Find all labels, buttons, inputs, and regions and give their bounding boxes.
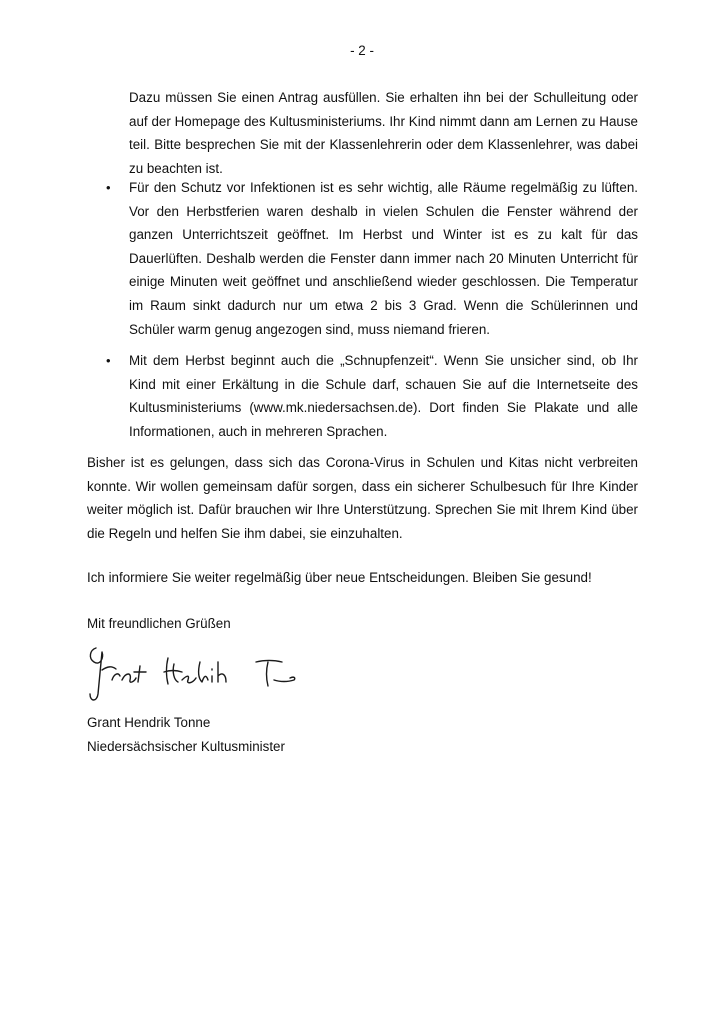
page-number: - 2 -	[350, 43, 374, 58]
bullet-icon: •	[106, 180, 111, 195]
signer-title: Niedersächsischer Kultusminister	[87, 738, 285, 754]
signer-block	[87, 711, 285, 758]
bullet-icon: •	[106, 353, 111, 368]
bullet-text-cold-season: Mit dem Herbst beginnt auch die „Schnupfenzeit“. Wenn Sie unsicher sind, ob Ihr Kind mit einer Erkältung in die Schule darf, schauen Sie auf die Internetseite des Kultusministeriums (www.mk.niedersachsen.de). Dort finden Sie Plakate und alle Informationen, auch in mehreren Sprachen.	[129, 353, 638, 439]
body-paragraph: Ich informiere Sie weiter regelmäßig über neue Entscheidungen. Bleiben Sie gesund!	[87, 570, 592, 585]
closing-greeting: Mit freundlichen Grüßen	[87, 616, 231, 631]
signer-name: Grant Hendrik Tonne	[87, 715, 211, 730]
bullet-list-item	[87, 176, 638, 341]
handwritten-signature	[82, 636, 302, 706]
bullet-list-item	[87, 349, 638, 443]
bullet-text-ventilation: Für den Schutz vor Infektionen ist es sehr wichtig, alle Räume regelmäßig zu lüften. Vor den Herbstferien waren deshalb in vielen Schulen die Fenster während der ganzen Unterrichtszeit geöffnet. Im Herbst und Winter ist es zu kalt für das Dauerlüften. Deshalb werden die Fenster dann immer nach 20 Minuten Unterricht für einige Minuten weit geöffnet und anschließend wieder geschlossen. Die Temperatur im Raum sinkt dadurch nur um etwa 2 bis 3 Grad. Wenn die Schülerinnen und Schüler warm genug angezogen sind, muss niemand frieren.	[129, 180, 638, 337]
bullet-continuation-text: Dazu müssen Sie einen Antrag ausfüllen. Sie erhalten ihn bei der Schulleitung oder auf der Homepage des Kultusministeriums. Ihr Kind nimmt dann am Lernen zu Hause teil. Bitte besprechen Sie mit der Klassenlehrerin oder dem Klassenlehrer, was dabei zu beachten ist.	[129, 90, 638, 176]
body-paragraph: Bisher ist es gelungen, dass sich das Corona-Virus in Schulen und Kitas nicht verbreiten konnte. Wir wollen gemeinsam dafür sorgen, dass ein sicherer Schulbesuch für Ihre Kinder weiter möglich ist. Dafür brauchen wir Ihre Unterstützung. Sprechen Sie mit Ihrem Kind über die Regeln und helfen Sie ihm dabei, sie einzuhalten.	[87, 455, 638, 541]
